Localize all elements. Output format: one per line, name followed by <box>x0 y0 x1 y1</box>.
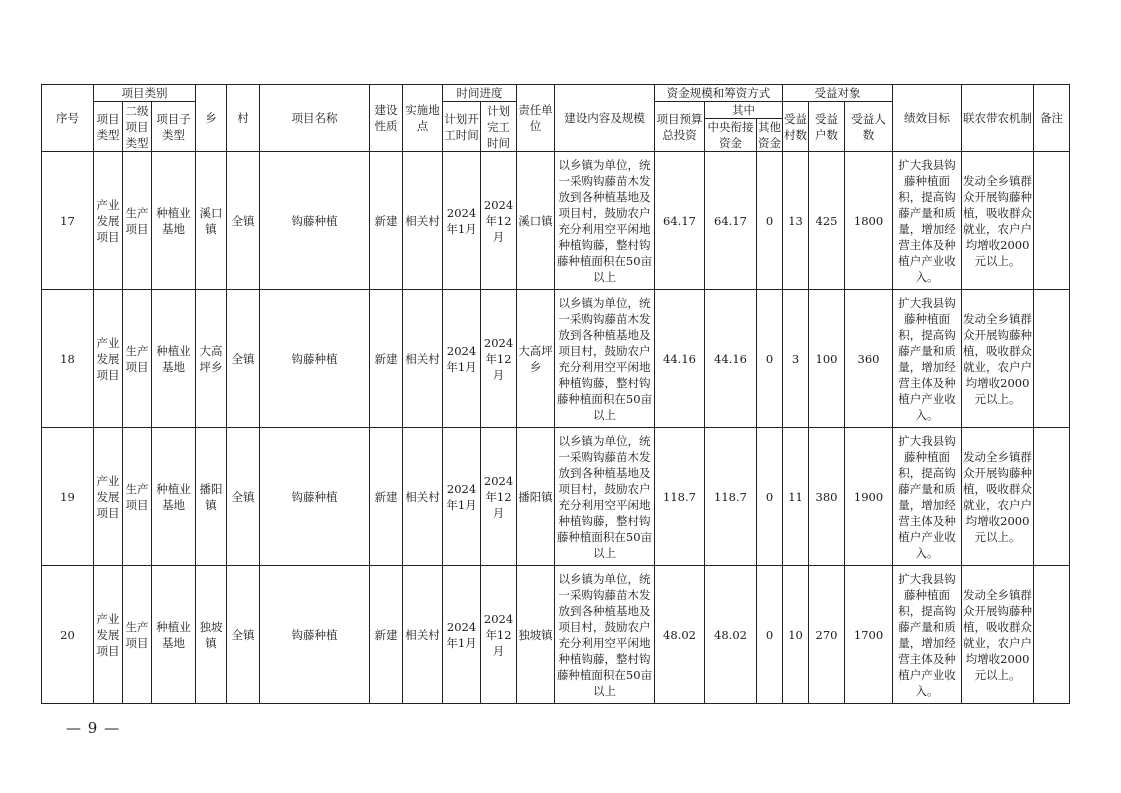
row-remark <box>1034 566 1070 704</box>
row-subtype2: 生产项目 <box>123 152 152 290</box>
header-ben-people: 受益人数 <box>845 102 893 152</box>
row-township: 独坡镇 <box>196 566 227 704</box>
row-township: 大高坪乡 <box>196 290 227 428</box>
row-nature: 新建 <box>370 290 403 428</box>
row-goal: 扩大我县钩藤种植面积，提高钩藤产量和质量，增加经营主体及种植户产业收入。 <box>893 290 962 428</box>
row-mechanism: 发动全乡镇群众开展钩藤种植，吸收群众就业，农户户均增收2000元以上。 <box>962 152 1034 290</box>
row-responsible: 播阳镇 <box>517 428 555 566</box>
row-ben-people: 1700 <box>845 566 893 704</box>
row-project-name: 钩藤种植 <box>260 566 370 704</box>
header-township: 乡 <box>196 85 227 152</box>
row-total-invest: 64.17 <box>655 152 705 290</box>
row-plan-start: 2024年1月 <box>443 428 481 566</box>
row-nature: 新建 <box>370 152 403 290</box>
row-type: 产业发展项目 <box>94 152 123 290</box>
row-type: 产业发展项目 <box>94 290 123 428</box>
row-village: 全镇 <box>227 152 260 290</box>
row-seq: 19 <box>42 428 94 566</box>
row-responsible: 溪口镇 <box>517 152 555 290</box>
row-content: 以乡镇为单位，统一采购钩藤苗木发放到各种植基地及项目村，鼓励农户充分利用空平闲地种植钩藤，整村钩藤种植面积在50亩以上 <box>555 152 655 290</box>
row-content: 以乡镇为单位，统一采购钩藤苗木发放到各种植基地及项目村，鼓励农户充分利用空平闲地种植钩藤，整村钩藤种植面积在50亩以上 <box>555 566 655 704</box>
row-ben-households: 380 <box>809 428 845 566</box>
row-other-funds: 0 <box>757 428 783 566</box>
row-plan-start: 2024年1月 <box>443 290 481 428</box>
row-project-name: 钩藤种植 <box>260 152 370 290</box>
row-location: 相关村 <box>403 290 443 428</box>
header-remark: 备注 <box>1034 85 1070 152</box>
header-ben-villages: 受益村数 <box>783 102 809 152</box>
row-subtype: 种植业基地 <box>152 290 196 428</box>
row-goal: 扩大我县钩藤种植面积，提高钩藤产量和质量，增加经营主体及种植户产业收入。 <box>893 566 962 704</box>
header-plan-end: 计划完工时间 <box>481 102 517 152</box>
row-subtype: 种植业基地 <box>152 566 196 704</box>
row-plan-start: 2024年1月 <box>443 152 481 290</box>
table-row <box>42 290 1070 428</box>
header-category-group: 项目类别 <box>94 85 196 102</box>
project-table <box>41 84 1070 704</box>
header-funding-group: 资金规模和筹资方式 <box>655 85 783 102</box>
row-central-funds: 44.16 <box>705 290 757 428</box>
row-seq: 17 <box>42 152 94 290</box>
header-subtype2: 二级项目类型 <box>123 102 152 152</box>
header-ben-households: 受益户数 <box>809 102 845 152</box>
row-ben-villages: 11 <box>783 428 809 566</box>
row-village: 全镇 <box>227 566 260 704</box>
row-nature: 新建 <box>370 428 403 566</box>
row-responsible: 独坡镇 <box>517 566 555 704</box>
header-content: 建设内容及规模 <box>555 85 655 152</box>
header-project-name: 项目名称 <box>260 85 370 152</box>
header-mechanism: 联农带农机制 <box>962 85 1034 152</box>
row-ben-villages: 13 <box>783 152 809 290</box>
row-ben-people: 1800 <box>845 152 893 290</box>
header-plan-start: 计划开工时间 <box>443 102 481 152</box>
row-remark <box>1034 152 1070 290</box>
header-responsible: 责任单位 <box>517 85 555 152</box>
row-type: 产业发展项目 <box>94 566 123 704</box>
table-row <box>42 428 1070 566</box>
row-ben-households: 100 <box>809 290 845 428</box>
row-goal: 扩大我县钩藤种植面积，提高钩藤产量和质量，增加经营主体及种植户产业收入。 <box>893 428 962 566</box>
row-location: 相关村 <box>403 428 443 566</box>
row-mechanism: 发动全乡镇群众开展钩藤种植，吸收群众就业，农户户均增收2000元以上。 <box>962 566 1034 704</box>
row-content: 以乡镇为单位，统一采购钩藤苗木发放到各种植基地及项目村，鼓励农户充分利用空平闲地种植钩藤，整村钩藤种植面积在50亩以上 <box>555 428 655 566</box>
row-remark <box>1034 290 1070 428</box>
row-other-funds: 0 <box>757 566 783 704</box>
row-remark <box>1034 428 1070 566</box>
header-subtype: 项目子类型 <box>152 102 196 152</box>
row-subtype2: 生产项目 <box>123 290 152 428</box>
row-seq: 20 <box>42 566 94 704</box>
row-plan-end: 2024年12月 <box>481 566 517 704</box>
row-other-funds: 0 <box>757 290 783 428</box>
row-village: 全镇 <box>227 290 260 428</box>
row-ben-households: 270 <box>809 566 845 704</box>
row-village: 全镇 <box>227 428 260 566</box>
row-project-name: 钩藤种植 <box>260 290 370 428</box>
page-number: — 9 — <box>66 719 121 737</box>
row-plan-start: 2024年1月 <box>443 566 481 704</box>
row-ben-households: 425 <box>809 152 845 290</box>
row-ben-people: 1900 <box>845 428 893 566</box>
row-seq: 18 <box>42 290 94 428</box>
row-central-funds: 48.02 <box>705 566 757 704</box>
row-responsible: 大高坪乡 <box>517 290 555 428</box>
row-content: 以乡镇为单位，统一采购钩藤苗木发放到各种植基地及项目村，鼓励农户充分利用空平闲地种植钩藤，整村钩藤种植面积在50亩以上 <box>555 290 655 428</box>
header-goal: 绩效目标 <box>893 85 962 152</box>
table-row <box>42 566 1070 704</box>
header-other: 其他资金 <box>758 120 782 150</box>
header-schedule-group: 时间进度 <box>443 85 517 102</box>
header-village: 村 <box>227 85 260 152</box>
header-type: 项目类型 <box>94 102 123 152</box>
header-among: 其中 <box>705 102 783 119</box>
row-subtype2: 生产项目 <box>123 428 152 566</box>
row-other-funds: 0 <box>757 152 783 290</box>
header-nature: 建设性质 <box>370 85 403 152</box>
row-subtype2: 生产项目 <box>123 566 152 704</box>
table-row <box>42 152 1070 290</box>
header-beneficiary-group: 受益对象 <box>783 85 893 102</box>
row-goal: 扩大我县钩藤种植面积，提高钩藤产量和质量，增加经营主体及种植户产业收入。 <box>893 152 962 290</box>
row-mechanism: 发动全乡镇群众开展钩藤种植，吸收群众就业，农户户均增收2000元以上。 <box>962 428 1034 566</box>
row-central-funds: 64.17 <box>705 152 757 290</box>
row-central-funds: 118.7 <box>705 428 757 566</box>
row-township: 溪口镇 <box>196 152 227 290</box>
header-location: 实施地点 <box>403 85 443 152</box>
row-mechanism: 发动全乡镇群众开展钩藤种植，吸收群众就业，农户户均增收2000元以上。 <box>962 290 1034 428</box>
header-central: 中央衔接资金 <box>705 119 757 152</box>
row-subtype: 种植业基地 <box>152 428 196 566</box>
row-township: 播阳镇 <box>196 428 227 566</box>
header-seq: 序号 <box>42 85 94 152</box>
row-ben-villages: 10 <box>783 566 809 704</box>
row-total-invest: 44.16 <box>655 290 705 428</box>
header-total-invest: 项目预算总投资 <box>655 102 705 152</box>
row-total-invest: 118.7 <box>655 428 705 566</box>
row-plan-end: 2024年12月 <box>481 428 517 566</box>
row-location: 相关村 <box>403 152 443 290</box>
row-plan-end: 2024年12月 <box>481 290 517 428</box>
row-total-invest: 48.02 <box>655 566 705 704</box>
row-ben-people: 360 <box>845 290 893 428</box>
row-ben-villages: 3 <box>783 290 809 428</box>
row-project-name: 钩藤种植 <box>260 428 370 566</box>
row-location: 相关村 <box>403 566 443 704</box>
row-nature: 新建 <box>370 566 403 704</box>
row-subtype: 种植业基地 <box>152 152 196 290</box>
row-plan-end: 2024年12月 <box>481 152 517 290</box>
row-type: 产业发展项目 <box>94 428 123 566</box>
